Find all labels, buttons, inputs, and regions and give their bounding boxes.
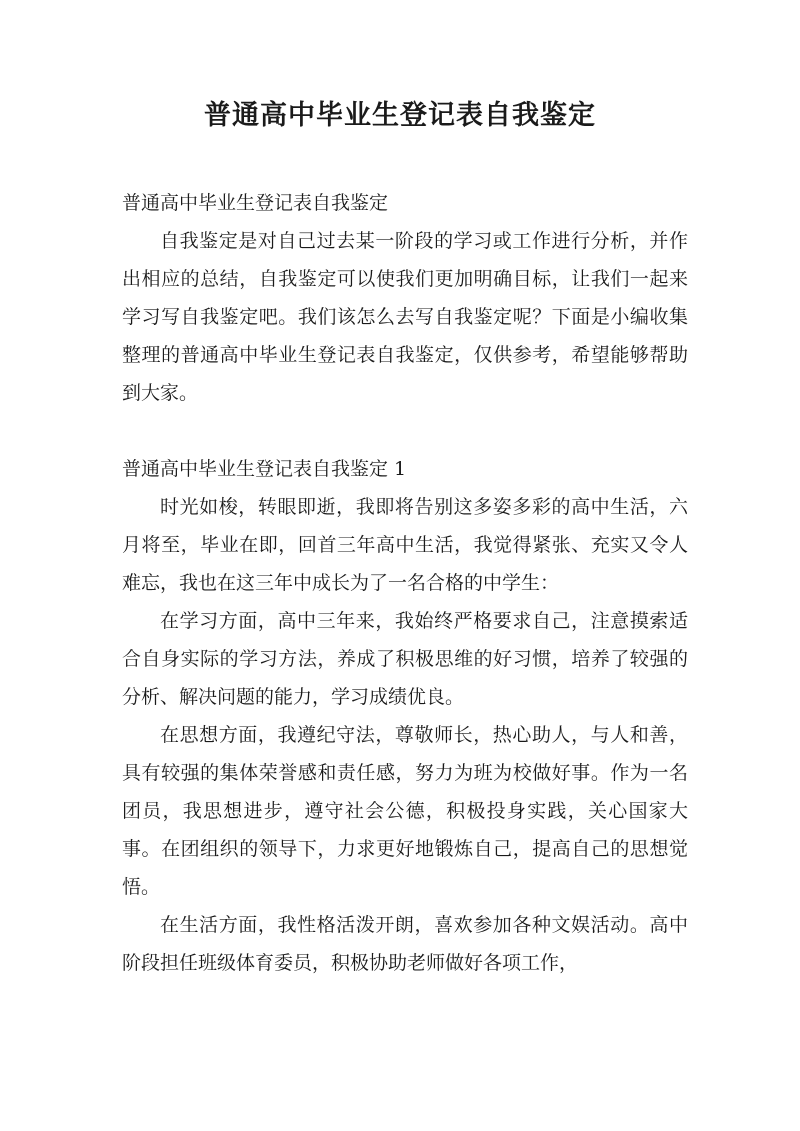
body-paragraph: 在生活方面，我性格活泼开朗，喜欢参加各种文娱活动。高中阶段担任班级体育委员，积极协助老师做好各项工作， — [122, 914, 688, 974]
body-paragraph: 时光如梭，转眼即逝，我即将告别这多姿多彩的高中生活，六月将至，毕业在即，回首三年高中生活，我觉得紧张、充实又令人难忘，我也在这三年中成长为了一名合格的中学生： — [122, 496, 688, 594]
intro-paragraph: 自我鉴定是对自己过去某一阶段的学习或工作进行分析，并作出相应的总结，自我鉴定可以使我们更加明确目标，让我们一起来学习写自我鉴定吧。我们该怎么去写自我鉴定呢？下面是小编收集整理的普通高中毕业生登记表自我鉴定，仅供参考，希望能够帮助到大家。 — [122, 230, 688, 404]
intro-heading: 普通高中毕业生登记表自我鉴定 — [122, 192, 389, 214]
body-paragraph: 在学习方面，高中三年来，我始终严格要求自己，注意摸索适合自身实际的学习方法，养成了积极思维的好习惯，培养了较强的分析、解决问题的能力，学习成绩优良。 — [122, 610, 688, 708]
document-title: 普通高中毕业生登记表自我鉴定 — [204, 100, 596, 131]
section-spacer — [122, 412, 688, 450]
body-paragraph: 在思想方面，我遵纪守法，尊敬师长，热心助人，与人和善，具有较强的集体荣誉感和责任感，努力为班为校做好事。作为一名团员，我思想进步，遵守社会公德，积极投身实践，关心国家大事。在团组织的领导下，力求更好地锻炼自己，提高自己的思想觉悟。 — [122, 724, 688, 898]
section-heading: 普通高中毕业生登记表自我鉴定 1 — [122, 458, 407, 480]
document-body — [122, 184, 688, 982]
